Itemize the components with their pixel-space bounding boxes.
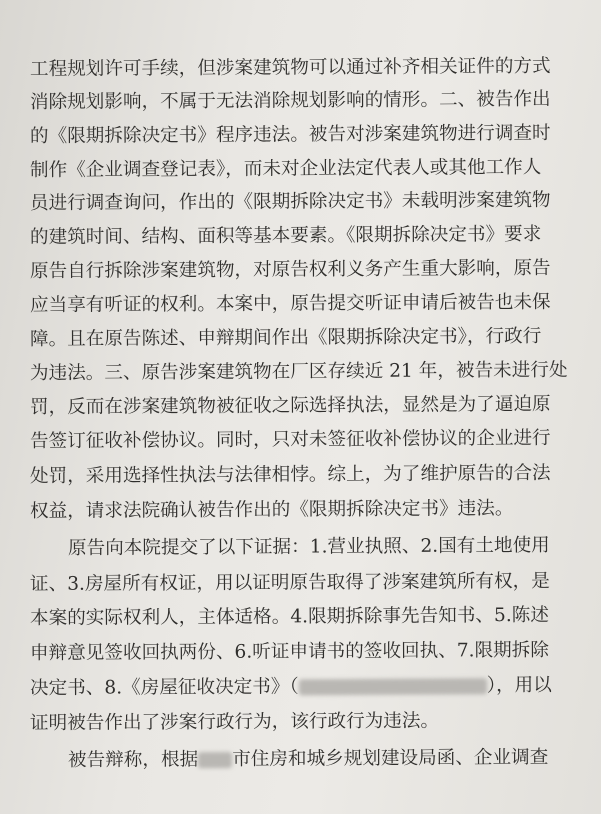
text-line: 处罚，采用选择性执法与法律相悖。综上，为了维护原告的合法 bbox=[29, 462, 551, 487]
redacted-region bbox=[198, 752, 232, 768]
text-line: 为违法。三、原告涉案建筑物在厂区存续近 21 年，被告未进行处 bbox=[29, 359, 568, 384]
text-line: 原告自行拆除涉案建筑物，对原告权利义务产生重大影响，原告 bbox=[29, 257, 551, 282]
text-line: 证明被告作出了涉案行政行为，该行政行为违法。 bbox=[29, 710, 440, 734]
redacted-region bbox=[299, 678, 487, 695]
text-line: 的《限期拆除决定书》程序违法。被告对涉案建筑物进行调查时 bbox=[29, 122, 551, 147]
text-line-with-redaction bbox=[68, 747, 548, 772]
text-line: 本案的实际权利人，主体适格。4.限期拆除事先告知书、5.陈述 bbox=[29, 604, 549, 629]
text-line: 应当享有听证的权利。本案中，原告提交听证申请后被告也未保 bbox=[29, 291, 551, 316]
text-line: 员进行调查询问，作出的《限期拆除决定书》未载明涉案建筑物 bbox=[29, 189, 551, 214]
text-line: 告签订征收补偿协议。同时，只对未签征收补偿协议的企业进行 bbox=[29, 427, 551, 452]
text-line: 障。且在原告陈述、申辩期间作出《限期拆除决定书》，行政行 bbox=[29, 325, 542, 350]
text-line: 申辩意见签收回执两份、6.听证申请书的签收回执、7.限期拆除 bbox=[29, 639, 549, 664]
text-line: 的建筑时间、结构、面积等基本要素。《限期拆除决定书》要求 bbox=[29, 223, 542, 248]
text-line-with-redaction bbox=[30, 675, 552, 700]
text-segment: 被告辩称，根据 bbox=[67, 749, 199, 771]
text-segment: 市住房和城乡规划建设局函、企业调查 bbox=[232, 747, 549, 770]
text-line: 权益，请求法院确认被告作出的《限期拆除决定书》违法。 bbox=[29, 498, 514, 522]
text-segment: 决定书、8.《房屋征收决定书》（ bbox=[29, 676, 299, 699]
text-line: 工程规划许可手续，但涉案建筑物可以通过补齐相关证件的方式 bbox=[29, 55, 551, 80]
text-line: 罚，反而在涉案建筑物被征收之际选择执法，显然是为了逼迫原 bbox=[29, 393, 551, 418]
text-line: 原告向本院提交了以下证据：1.营业执照、2.国有土地使用 bbox=[67, 535, 550, 559]
text-segment: ），用以 bbox=[486, 674, 552, 697]
text-line: 制作《企业调查登记表》，而未对企业法定代表人或其他工作人 bbox=[29, 156, 542, 181]
text-line: 证、3.房屋所有权证，用以证明原告取得了涉案建筑所有权，是 bbox=[29, 570, 550, 595]
text-line: 消除规划影响，不属于无法消除规划影响的情形。二、被告作出 bbox=[29, 88, 551, 113]
